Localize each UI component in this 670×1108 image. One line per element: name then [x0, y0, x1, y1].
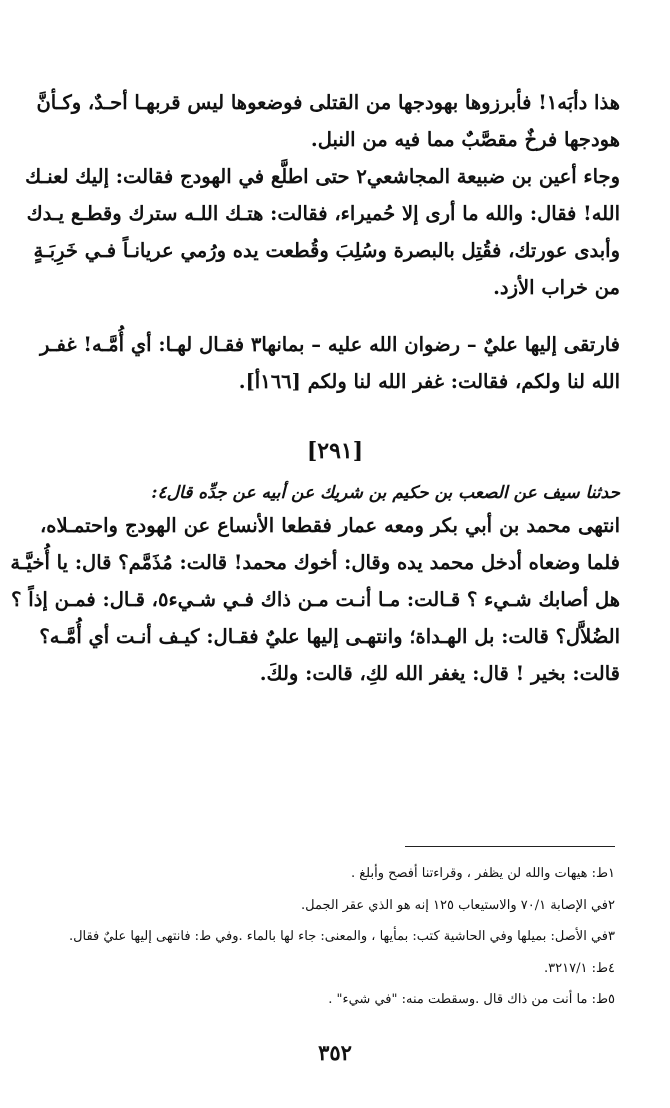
text-line: انتهى محمد بن أبي بكر ومعه عمار فقطعا الأنساع عن الهودج واحتمـلاه، [40, 514, 620, 537]
text-line: فارتقى إليها عليٌ – رضوان الله عليه – بمانها٣ فقـال لهـا: أي أُمَّـه! غفـر [40, 333, 620, 356]
paragraph-3 [40, 326, 620, 400]
isnad-line: حدثنا سيف عن الصعب بن حكيم بن شريك عن أبيه عن جدِّه قال٤: [151, 483, 620, 503]
footnote: ٢في الإصابة ٧٠/١ والاستيعاب ١٢٥ إنه هو الذي عقر الجمل. [301, 897, 615, 913]
text-line: الضُلاَّل؟ قالت: بل الهـداة؛ وانتهـى إليها عليٌ فقـال: كيـف أنـت أي أُمَّـه؟ [39, 625, 620, 648]
text-line: قالت: بخير ! قال: يغفر الله لكِ، قالت: ولكَ. [259, 662, 620, 685]
text-line: هل أصابك شـيء ؟ قـالت: مـا أنـت مـن ذاك فـي شـيء٥، قـال: فمـن إذاً ؟ [11, 588, 620, 611]
paragraph-2 [25, 158, 620, 306]
hadith-number: [٢٩١] [306, 438, 364, 464]
footnote-divider [405, 846, 615, 847]
footnote: ٣في الأصل: بميلها وفي الحاشية كتب: بمأيها ، والمعنى: جاء لها بالماء .وفي ط: فانتهى إليها عليٌ فقال. [68, 929, 615, 944]
text-line: هذا دأبَه١! فأبرزوها بهودجها من القتلى فوضعوها ليس قربهـا أحـدٌ، وكـأنَّ [36, 91, 620, 114]
footnote: ٥ط: ما أنت من ذاك قال .وسقطت منه: "في شيء" . [328, 992, 615, 1007]
text-line: وأبدى عورتك، فقُتِل بالبصرة وسُلِبَ وقُطعت يده ورُمي عريانـاً فـي خَرِبَـةٍ [33, 239, 620, 262]
text-line: وجاء أعين بن ضبيعة المجاشعي٢ حتى اطلَّع في الهودج فقالت: إليك لعنـك [25, 165, 620, 188]
text-line: الله لنا ولكم، فقالت: غفر الله لنا ولكم [١٦٦أ]. [238, 370, 620, 393]
text-line: الله! فقال: والله ما أرى إلا حُميراء، فقالت: هتـك اللـه سترك وقطـع يـدك [26, 202, 620, 225]
page-number: ٣٥٢ [318, 1040, 352, 1065]
text-line: من خراب الأزد. [493, 276, 620, 299]
paragraph-4 [10, 507, 620, 692]
footnote: ١ط: هيهات والله لن يظفر ، وقراءتنا أفصح وأبلغ . [350, 866, 615, 881]
paragraph-1 [36, 84, 620, 158]
footnotes [35, 858, 615, 1016]
footnote: ٤ط: ٣٢١٧/١. [544, 960, 615, 976]
text-line: فلما وضعاه أدخل محمد يده وقال: أخوك محمد! قالت: مُذَمَّم؟ قال: يا أُخيَّـة [10, 551, 620, 574]
text-line: هودجها فرخٌ مقصَّبٌ مما فيه من النبل. [310, 128, 620, 151]
